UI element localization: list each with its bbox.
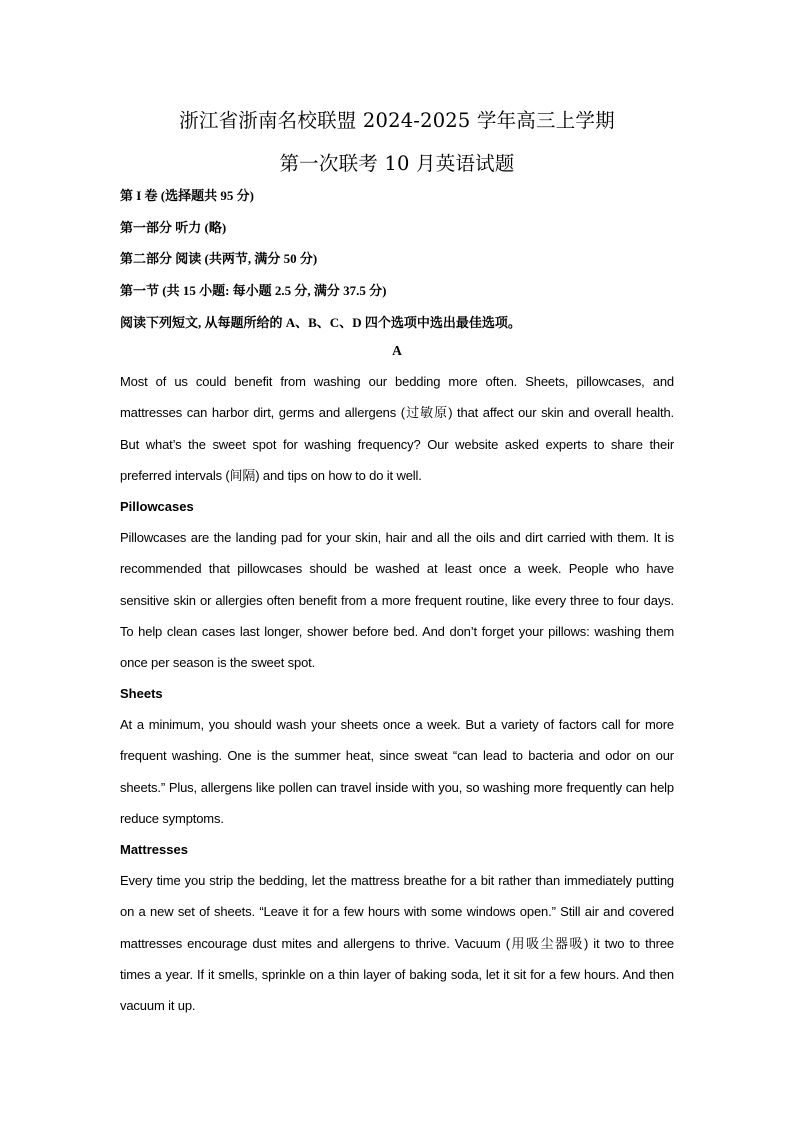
passage-label: A — [392, 343, 402, 358]
exam-title-line2: 第一次联考 10 月英语试题 — [279, 152, 515, 175]
sheets-paragraph: At a minimum, you should wash your sheets once a week. But a variety of factors call for more frequent washing. One is the summer heat, since sweat “can lead to bacteria and odor on our sheets.” Plus, allergens like pollen can travel inside with you, so washing more frequently can help reduce symptoms. — [120, 717, 674, 826]
subsection1-heading: 第一节 (共 15 小题: 每小题 2.5 分, 满分 37.5 分) — [120, 283, 387, 298]
mattresses-paragraph: Every time you strip the bedding, let the mattress breathe for a bit rather than immediately putting on a new set of sheets. “Leave it for a few hours with some windows open.” Still air and covered mattresses encourage dust mites and allergens to thrive. Vacuum (用吸尘器吸) it two to three times a year. If it smells, sprinkle on a thin layer of baking soda, let it sit for a few hours. And then vacuum it up. — [120, 873, 674, 1014]
volume-heading: 第 I 卷 (选择题共 95 分) — [120, 188, 254, 203]
part2-heading: 第二部分 阅读 (共两节, 满分 50 分) — [120, 251, 318, 266]
part1-heading: 第一部分 听力 (略) — [120, 220, 227, 235]
mattresses-heading: Mattresses — [120, 842, 188, 857]
exam-title-line1: 浙江省浙南名校联盟 2024-2025 学年高三上学期 — [179, 109, 615, 132]
pillowcases-paragraph: Pillowcases are the landing pad for your skin, hair and all the oils and dirt carried with them. It is recommended that pillowcases should be washed at least once a week. People who have sensitive skin or allergies often benefit from a more frequent routine, like every three to four days. To help clean cases last longer, shower before bed. And don’t forget your pillows: washing them once per season is the sweet spot. — [120, 530, 674, 671]
reading-instruction: 阅读下列短文, 从每题所给的 A、B、C、D 四个选项中选出最佳选项。 — [120, 315, 521, 330]
sheets-heading: Sheets — [120, 686, 163, 701]
passage-intro: Most of us could benefit from washing our bedding more often. Sheets, pillowcases, and mattresses can harbor dirt, germs and allergens (过敏原) that affect our skin and overall health. But what’s the sweet spot for washing frequency? Our website asked experts to share their preferred intervals (间隔) and tips on how to do it well. — [120, 374, 674, 483]
pillowcases-heading: Pillowcases — [120, 499, 194, 514]
